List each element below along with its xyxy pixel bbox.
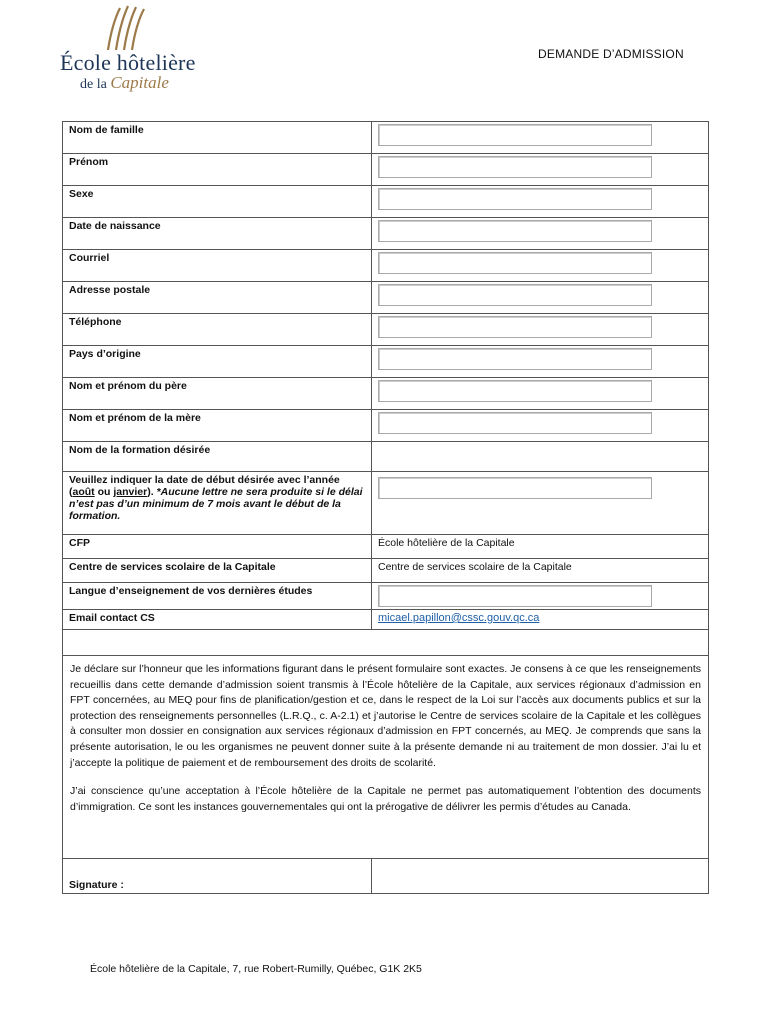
contact-email-link[interactable]: micael.papillon@cssc.gouv.qc.ca bbox=[378, 612, 540, 624]
form-row bbox=[63, 559, 709, 583]
form-row bbox=[63, 583, 709, 610]
father-name-field[interactable] bbox=[378, 380, 652, 402]
form-row bbox=[63, 378, 709, 410]
birth-date-field[interactable] bbox=[378, 220, 652, 242]
css-value: Centre de services scolaire de la Capitale bbox=[372, 559, 709, 583]
form-row bbox=[63, 410, 709, 442]
logo-brush-strokes-icon bbox=[100, 4, 160, 52]
form-row bbox=[63, 610, 709, 630]
field-label: CFP bbox=[63, 535, 372, 559]
last-name-field[interactable] bbox=[378, 124, 652, 146]
logo-title: École hôtelière bbox=[60, 50, 196, 75]
first-name-field[interactable] bbox=[378, 156, 652, 178]
logo-subtitle: de la Capitale bbox=[80, 73, 169, 92]
field-label: Nom et prénom de la mère bbox=[63, 410, 372, 442]
mother-name-field[interactable] bbox=[378, 412, 652, 434]
form-row bbox=[63, 442, 709, 472]
field-label: Langue d’enseignement de vos dernières études bbox=[63, 583, 372, 610]
language-field[interactable] bbox=[378, 585, 652, 607]
form-row bbox=[63, 472, 709, 535]
field-label: Nom et prénom du père bbox=[63, 378, 372, 410]
field-label: Pays d’origine bbox=[63, 346, 372, 378]
field-label: Email contact CS bbox=[63, 610, 372, 630]
footer-address: École hôtelière de la Capitale, 7, rue Robert-Rumilly, Québec, G1K 2K5 bbox=[90, 963, 422, 975]
declaration-paragraph-1: Je déclare sur l’honneur que les informations figurant dans le présent formulaire sont exactes. Je consens à ce que les renseignements recueillis dans cette demande d’admission soient transmis à l’École hôtelière de la Capitale, aux services régionaux d’admission en FPT concernées, au MEQ pour fins de planification/gestion et ce, dans le respect de la Loi sur l’accès aux documents publics et sur la protection des renseignements personnelles (L.R.Q., c. A-2.1) et j’autorise le Centre de services scolaire de la Capitale et les collègues à consulter mon dossier en consignation aux services régionaux d’admission en FPT concernés, au MEQ. Je comprends que sans la présente autorisation, le ou les organismes ne peuvent donner suite à la présente demande ni au traitement de mon dossier. J’ai lu et j’accepte la politique de paiement et de remboursement des droits de scolarité. bbox=[70, 663, 701, 769]
form-row bbox=[63, 186, 709, 218]
declaration-text bbox=[63, 656, 709, 859]
phone-field[interactable] bbox=[378, 316, 652, 338]
sex-field[interactable] bbox=[378, 188, 652, 210]
form-row bbox=[63, 154, 709, 186]
form-row bbox=[63, 282, 709, 314]
declaration-row bbox=[63, 656, 709, 859]
document-title: DEMANDE D’ADMISSION bbox=[538, 47, 684, 61]
declaration-paragraph-2: J’ai conscience qu’une acceptation à l’École hôtelière de la Capitale ne permet pas automatiquement l’obtention des documents d’immigration. Ce sont les instances gouvernementales qui ont la prérogative de délivrer les permis d’études au Canada. bbox=[70, 785, 701, 813]
field-label: Téléphone bbox=[63, 314, 372, 346]
start-date-field[interactable] bbox=[378, 477, 652, 499]
school-logo bbox=[60, 4, 200, 92]
country-field[interactable] bbox=[378, 348, 652, 370]
form-row bbox=[63, 346, 709, 378]
field-label: Adresse postale bbox=[63, 282, 372, 314]
empty-row bbox=[63, 630, 709, 656]
field-label: Date de naissance bbox=[63, 218, 372, 250]
cfp-value: École hôtelière de la Capitale bbox=[372, 535, 709, 559]
field-label: Courriel bbox=[63, 250, 372, 282]
form-row bbox=[63, 314, 709, 346]
postal-address-field[interactable] bbox=[378, 284, 652, 306]
training-name-cell[interactable] bbox=[372, 442, 709, 472]
start-date-label: Veuillez indiquer la date de début désirée avec l’année (août ou janvier). *Aucune lettre ne sera produite si le délai n’est pas d’un minimum de 7 mois avant le début de la formation. bbox=[63, 472, 372, 535]
signature-label: Signature : bbox=[63, 859, 372, 894]
signature-row bbox=[63, 859, 709, 894]
field-label: Nom de famille bbox=[63, 122, 372, 154]
email-field[interactable] bbox=[378, 252, 652, 274]
field-label: Nom de la formation désirée bbox=[63, 442, 372, 472]
field-label: Prénom bbox=[63, 154, 372, 186]
field-label: Sexe bbox=[63, 186, 372, 218]
signature-field[interactable] bbox=[372, 859, 709, 894]
form-row bbox=[63, 250, 709, 282]
form-row bbox=[63, 122, 709, 154]
field-label: Centre de services scolaire de la Capitale bbox=[63, 559, 372, 583]
form-row bbox=[63, 535, 709, 559]
form-row bbox=[63, 218, 709, 250]
admission-form-table bbox=[62, 121, 709, 894]
